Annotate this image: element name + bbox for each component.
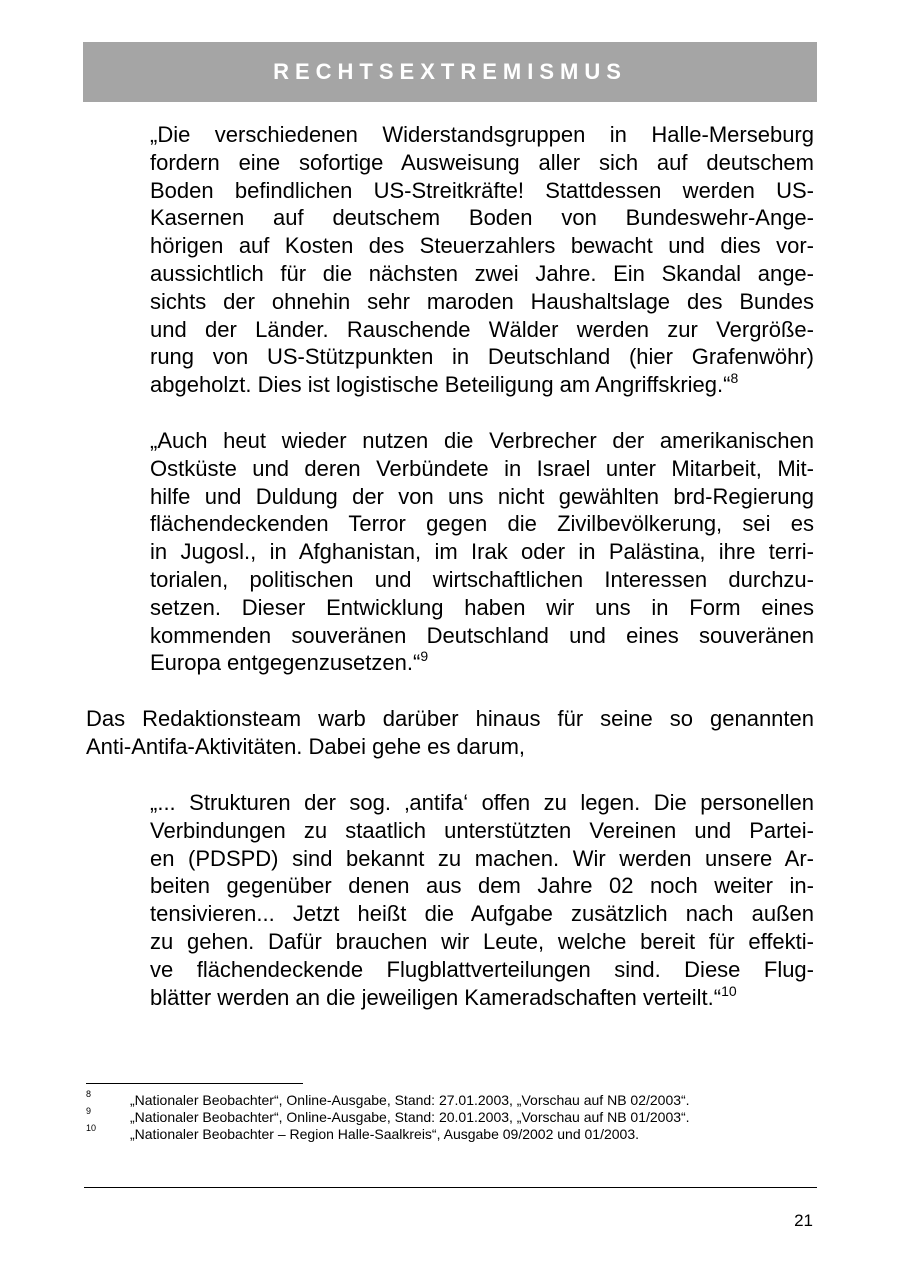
page-number: 21	[794, 1211, 813, 1230]
text-line: Boden befindlichen US-Streitkräfte! Stattdessen werden US-	[150, 177, 814, 203]
text-line: in Jugosl., in Afghanistan, im Irak oder in Palästina, ihre terri-	[150, 539, 814, 565]
text-line: blätter werden an die jeweiligen Kameradschaften verteilt.“	[150, 984, 722, 1010]
text-line: hilfe und Duldung der von uns nicht gewählten brd-Regierung	[150, 483, 814, 509]
text-line: aussichtlich für die nächsten zwei Jahre. Ein Skandal ange-	[150, 260, 814, 286]
text-line: ve flächendeckende Flugblattverteilungen sind. Diese Flug-	[150, 956, 814, 982]
text-line: Das Redaktionsteam warb darüber hinaus für seine so genannten	[86, 706, 814, 731]
text-line-last	[150, 984, 814, 1012]
section-header	[83, 42, 817, 102]
footnote-text: „Nationaler Beobachter“, Online-Ausgabe, Stand: 27.01.2003, „Vorschau auf NB 02/2003“.	[130, 1092, 690, 1108]
footnote-number: 8	[86, 1089, 92, 1099]
text-line-last	[150, 371, 814, 399]
footnote-text: „Nationaler Beobachter“, Online-Ausgabe, Stand: 20.01.2003, „Vorschau auf NB 01/2003“.	[130, 1109, 690, 1125]
footnote-number: 9	[86, 1106, 92, 1116]
text-line: „Auch heut wieder nutzen die Verbrecher der amerikanischen	[150, 428, 814, 453]
quote-block-1	[150, 121, 814, 399]
footnote-text: „Nationaler Beobachter – Region Halle-Saalkreis“, Ausgabe 09/2002 und 01/2003.	[130, 1126, 640, 1142]
text-line: Anti-Antifa-Aktivitäten. Dabei gehe es darum,	[86, 733, 526, 759]
text-line: rung von US-Stützpunkten in Deutschland (hier Grafenwöhr)	[150, 344, 814, 370]
page-bottom-divider	[84, 1187, 817, 1188]
footnote-10	[86, 1123, 806, 1143]
text-line: fordern eine sofortige Ausweisung aller sich auf deutschem	[150, 149, 814, 175]
body-paragraph	[86, 705, 814, 761]
text-line: Kasernen auf deutschem Boden von Bundeswehr-Ange-	[150, 205, 814, 231]
text-line: „Die verschiedenen Widerstandsgruppen in Halle-Merseburg	[150, 122, 814, 147]
text-line: abgeholzt. Dies ist logistische Beteiligung am Angriffskrieg.“	[150, 372, 731, 398]
text-line: setzen. Dieser Entwicklung haben wir uns in Form eines	[150, 594, 814, 620]
footnote-number: 10	[86, 1123, 97, 1133]
text-line: und der Länder. Rauschende Wälder werden zur Vergröße-	[150, 316, 814, 342]
text-line: tensivieren... Jetzt heißt die Aufgabe zusätzlich nach außen	[150, 901, 814, 927]
text-line: flächendeckenden Terror gegen die Zivilbevölkerung, sei es	[150, 511, 814, 537]
quote-block-3	[150, 789, 814, 1011]
text-line: Ostküste und deren Verbündete in Israel unter Mitarbeit, Mit-	[150, 455, 814, 481]
text-line: torialen, politischen und wirtschaftlichen Interessen durchzu-	[150, 566, 814, 592]
quote-block-2	[150, 427, 814, 677]
footnote-ref-10[interactable]: 10	[721, 982, 737, 999]
text-line: kommenden souveränen Deutschland und eines souveränen	[150, 622, 814, 648]
text-line: zu gehen. Dafür brauchen wir Leute, welche bereit für effekti-	[150, 928, 814, 954]
text-line-last	[150, 649, 814, 677]
text-line: Verbindungen zu staatlich unterstützten Vereinen und Partei-	[150, 817, 814, 843]
text-line: beiten gegenüber denen aus dem Jahre 02 noch weiter in-	[150, 873, 814, 899]
text-line: hörigen auf Kosten des Steuerzahlers bewacht und dies vor-	[150, 233, 814, 259]
footnote-9	[86, 1106, 806, 1126]
footnotes	[86, 1089, 806, 1143]
text-line: en (PDSPD) sind bekannt zu machen. Wir werden unsere Ar-	[150, 845, 814, 871]
text-line: sichts der ohnehin sehr maroden Haushaltslage des Bundes	[150, 288, 814, 314]
footnote-ref-8[interactable]: 8	[730, 370, 739, 387]
footnote-divider	[86, 1083, 303, 1084]
text-line: Europa entgegenzusetzen.“	[150, 650, 421, 676]
section-title: RECHTSEXTREMISMUS	[273, 59, 627, 84]
text-line: „... Strukturen der sog. ‚antifa‘ offen zu legen. Die personellen	[150, 790, 814, 815]
footnote-ref-9[interactable]: 9	[420, 648, 429, 665]
footnote-8	[86, 1089, 806, 1109]
